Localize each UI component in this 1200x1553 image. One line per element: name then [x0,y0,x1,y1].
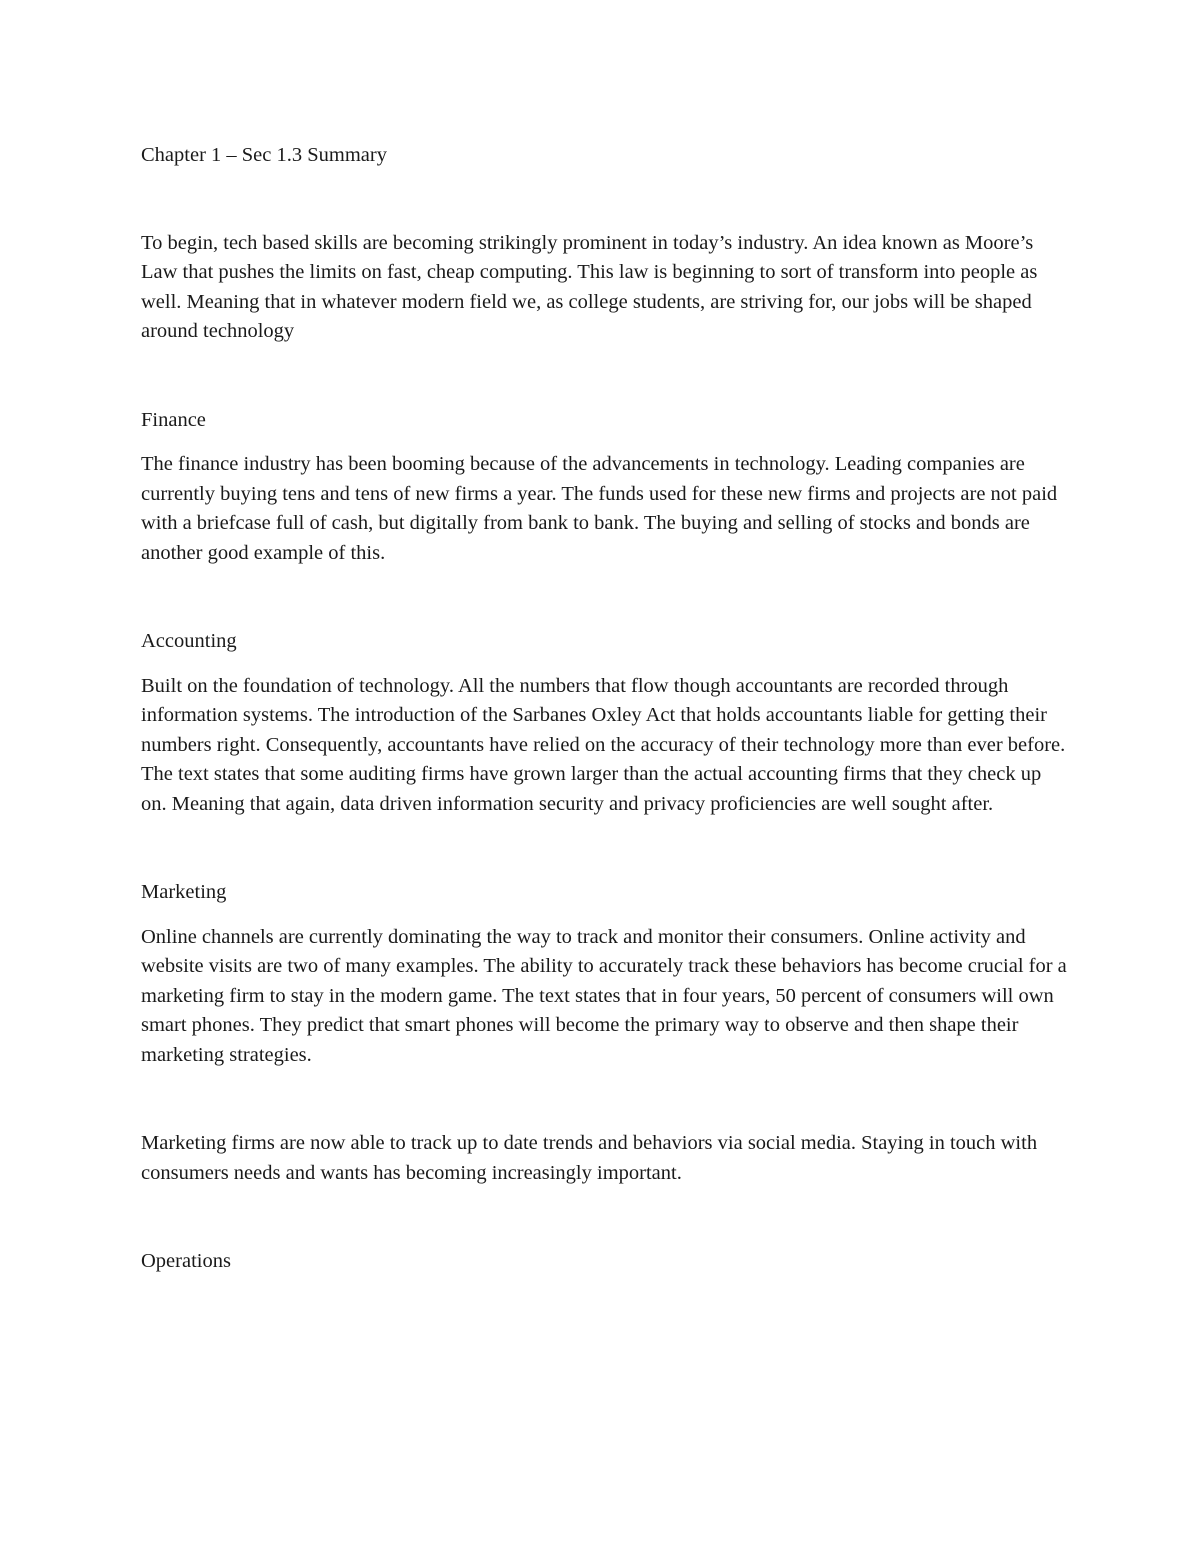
finance-paragraph: The finance industry has been booming because of the advancements in technology. Leading companies are currently buying tens and tens of new firms a year. The funds used for these new firms and projects are not paid with a briefcase full of cash, but digitally from bank to bank. The buying and selling of stocks and bonds are another good example of this. [141,453,1058,564]
section-heading-finance: Finance [141,408,206,431]
accounting-paragraph: Built on the foundation of technology. All the numbers that flow though accountants are recorded through information systems. The introduction of the Sarbanes Oxley Act that holds accountants liable for getting their numbers right. Consequently, accountants have relied on the accuracy of their technology more than ever before. The text states that some auditing firms have grown larger than the actual accounting firms that they check up on. Meaning that again, data driven information security and privacy proficiencies are well sought after. [141,674,1066,815]
section-heading-accounting: Accounting [141,630,237,652]
intro-paragraph: To begin, tech based skills are becoming strikingly prominent in today’s industry. An idea known as Moore’s Law that pushes the limits on fast, cheap computing. This law is beginning to sort of transform into people as well. Meaning that in whatever modern field we, as college students, are striving for, our jobs will be shaped around technology [141,231,1038,342]
document-title: Chapter 1 – Sec 1.3 Summary [141,144,387,166]
document-body [141,141,1071,1277]
section-heading-operations: Operations [141,1250,231,1272]
marketing-paragraph-2: Marketing firms are now able to track up to date trends and behaviors via social media. Staying in touch with consumers needs and wants has becoming increasingly important. [141,1132,1038,1184]
section-heading-marketing: Marketing [141,881,227,903]
marketing-paragraph: Online channels are currently dominating the way to track and monitor their consumers. Online activity and website visits are two of many examples. The ability to accurately track these behaviors has become crucial for a marketing firm to stay in the modern game. The text states that in four years, 50 percent of consumers will own smart phones. They predict that smart phones will become the primary way to observe and then shape their marketing strategies. [141,925,1067,1066]
